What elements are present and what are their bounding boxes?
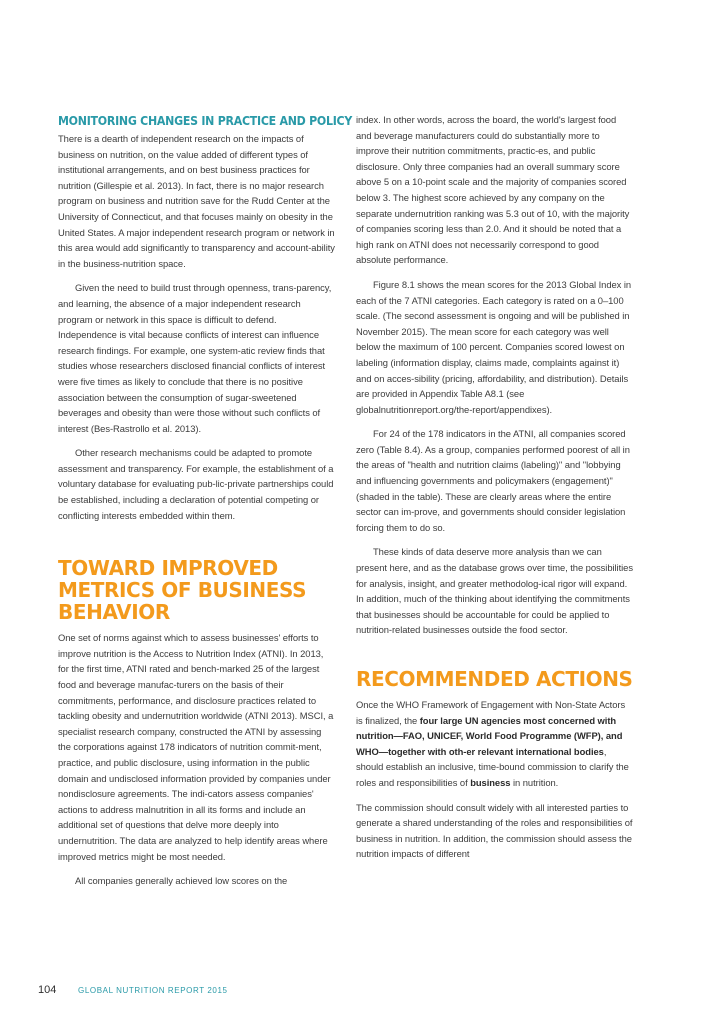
monitoring-paragraph-1: There is a dearth of independent research on the impacts of business on nutrition, on the value added of different types of institutional arrangements, and on best business practices for nutrition (Gillespie et al. 2013). In fact, there is no major research program on business and nutrition save for the Rudd Center at the University of Connecticut, and that focuses mainly on obesity in the United States. A major independent research program or network in this area would add significantly to transparency and account-ability in the business-nutrition space.: [58, 133, 335, 269]
toward-metrics-heading: TOWARD IMPROVED METRICS OF BUSINESS BEHAVIOR: [58, 556, 307, 625]
monitoring-heading: MONITORING CHANGES IN PRACTICE AND POLICY: [58, 113, 353, 128]
right-paragraph-3: For 24 of the 178 indicators in the ATNI, all companies scored zero (Table 8.4). As a group, companies performed poorest of all in the areas of "health and nutrition claims (labeling)" and "lobbying and influencing governments and policymakers (engagement)" (shaded in the table). These are clearly areas where the entire sector can im-prove, and governments should consider legislation forcing them to do so.: [356, 428, 630, 533]
right-column: [356, 112, 634, 871]
right-paragraph-1: index. In other words, across the board, the world's largest food and beverage manufacturers could do substantially more to improve their nutrition commitments, practic-es, and public disclosure. Only three companies had an overall summary score above 5 on a 10-point scale and the majority of companies scored below 3. The highest score achieved by any company on the separate undernutrition ranking was 5.3 out of 10, with the majority of companies scoring less than 2.0. And it should be noted that a high rank on ATNI does not necessarily correspond to good absolute performance.: [356, 114, 630, 266]
recommended-actions-heading: RECOMMENDED ACTIONS: [356, 667, 633, 691]
footer-title: GLOBAL NUTRITION REPORT 2015: [78, 986, 228, 995]
monitoring-paragraph-3: Other research mechanisms could be adapted to promote assessment and transparency. For example, the establishment of a voluntary database for evaluating pub-lic-private partnerships could be established, including a declaration of potential competing or conflicting interests embedded within them.: [58, 447, 334, 521]
toward-paragraph-1: One set of norms against which to assess businesses' efforts to improve nutrition is the Access to Nutrition Index (ATNI). In 2013, for the first time, ATNI rated and bench-marked 25 of the largest food and beverage manufac-turers on the basis of their commitments, performance, and disclosure practices related to tackling obesity and undernutrition worldwide (ATNI 2013). MSCI, a specialist research company, constructed the ATNI by assessing the corporations against 178 indicators of nutrition commit-ment, practice, and public disclosure, using information in the public domain and undisclosed information provided by companies under nondisclosure agreements. The indi-cators assess companies' actions to address malnutrition in all its forms and include an additional set of questions that delve more deeply into undernutrition. The data are analyzed to help identify areas where improved metrics might be most needed.: [58, 632, 334, 862]
rec-text-a: Once the WHO Framework of Engagement with Non-State Actors is finalized, the: [356, 699, 626, 726]
rec-text-c: , should establish an inclusive, time-bound commission to clarify the roles and responsibilities of: [356, 745, 629, 788]
right-paragraph-4: These kinds of data deserve more analysis than we can present here, and as the database grows over time, the possibilities for analysis, insight, and greater methodolog-ical rigor will expand. In addition, much of the thinking about identifying the commitments that businesses should be accountable for could be applied to nutrition-related businesses outside the food sector.: [356, 546, 633, 636]
monitoring-paragraph-2: Given the need to build trust through openness, trans-parency, and learning, the absence of a major independent research program or network in this space is difficult to defend. Independence is vital because conflicts of interest can influence research findings. For example, one system-atic review finds that studies whose researchers disclosed financial conflicts of interest were five times as likely to conclude that there is no positive association between the consumption of sugar-sweetened beverages and obesity than were those without such conflicts of interest (Bes-Rastrollo et al. 2013).: [58, 282, 332, 434]
page-number: 104: [38, 984, 57, 996]
left-column: [58, 112, 353, 898]
rec-bold-business: business: [470, 776, 511, 788]
rec-bold-agencies: four large UN agencies most concerned with nutrition—FAO, UNICEF, World Food Programme (WFP), and WHO—together with oth-er relevant international bodies: [356, 714, 623, 757]
recommended-paragraph-1: [356, 697, 634, 791]
rec-text-e: in nutrition.: [510, 776, 559, 788]
right-paragraph-2: Figure 8.1 shows the mean scores for the 2013 Global Index in each of the 7 ATNI categories. Each category is rated on a 0–100 scale. (The second assessment is ongoing and will be published in November 2015). The mean score for each category was well below the maximum of 100 percent. Companies scored lowest on labeling (information display, claims made, complaints against it) and on acces-sibility (pricing, affordability, and distribution). Details are provided in Appendix Table A8.1 (see globalnutritionreport.org/the-report/appendixes).: [356, 278, 632, 415]
toward-paragraph-2: All companies generally achieved low scores on the: [75, 875, 288, 887]
recommended-paragraph-2: The commission should consult widely with all interested parties to generate a shared understanding of the roles and responsibilities of business in nutrition. In addition, the commission should assess the nutrition impacts of different: [356, 801, 633, 860]
